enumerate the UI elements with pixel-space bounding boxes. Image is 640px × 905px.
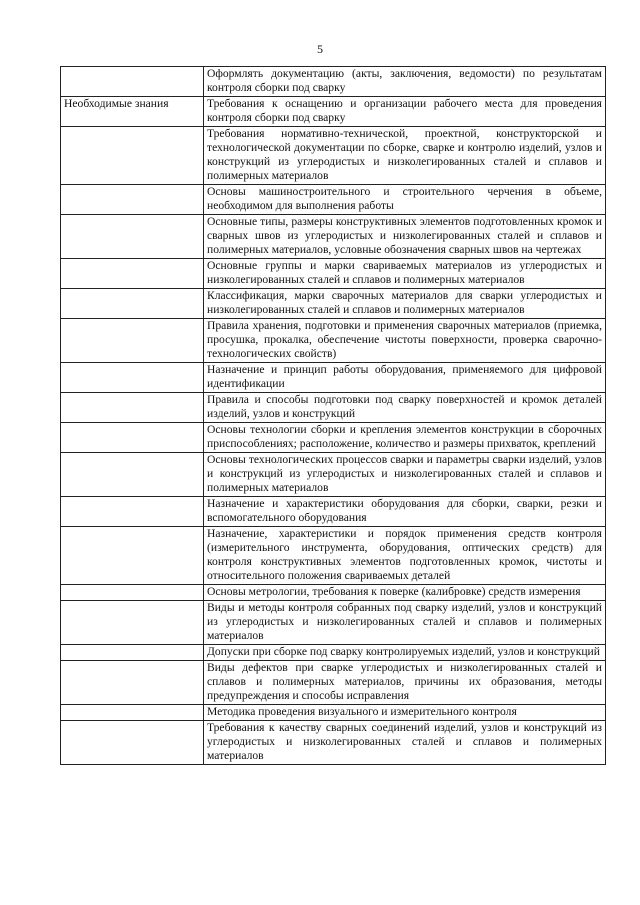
table-row <box>61 185 606 215</box>
table-row <box>61 319 606 363</box>
table-row <box>61 393 606 423</box>
table-row <box>61 721 606 765</box>
category-cell <box>61 363 204 393</box>
category-cell <box>61 215 204 259</box>
category-cell <box>61 319 204 363</box>
requirement-text: Назначение, характеристики и порядок применения средств контроля (измерительного инструмента, оборудования, оптических средств) для контроля конструктивных элементов подготовленных кромок, чистоты и относительного положения свариваемых деталей <box>207 527 602 582</box>
table-row <box>61 497 606 527</box>
requirement-text: Требования нормативно-технической, проектной, конструкторской и технологической документации по сборке, сварке и контролю изделий, узлов и конструкций из углеродистых и низколегированных сталей и сплавов и полимерных материалов <box>207 127 602 182</box>
requirement-cell <box>204 127 606 185</box>
category-cell <box>61 645 204 661</box>
requirement-text: Виды дефектов при сварке углеродистых и низколегированных сталей и сплавов и полимерных материалов, причины их образования, методы предупреждения и способы исправления <box>207 661 602 702</box>
requirement-cell <box>204 67 606 97</box>
requirement-cell <box>204 645 606 661</box>
requirement-text: Основные типы, размеры конструктивных элементов подготовленных кромок и сварных швов из углеродистых и низколегированных сталей и сплавов и полимерных материалов, условные обозначения сварных швов на чертежах <box>207 215 602 256</box>
table-row <box>61 289 606 319</box>
category-cell <box>61 721 204 765</box>
requirement-text: Правила и способы подготовки под сварку поверхностей и кромок деталей изделий, узлов и конструкций <box>207 393 602 420</box>
requirement-text: Основы метрологии, требования к поверке (калибровке) средств измерения <box>207 585 581 598</box>
category-cell <box>61 527 204 585</box>
requirement-cell <box>204 585 606 601</box>
table-row <box>61 453 606 497</box>
category-cell <box>61 705 204 721</box>
table-row <box>61 527 606 585</box>
category-cell <box>61 497 204 527</box>
requirement-cell <box>204 453 606 497</box>
category-cell <box>61 661 204 705</box>
category-cell <box>61 127 204 185</box>
table-row <box>61 423 606 453</box>
requirement-text: Основы технологии сборки и крепления элементов конструкции в сборочных приспособлениях; расположение, количество и размеры прихваток, креплений <box>207 423 602 450</box>
requirement-text: Основные группы и марки свариваемых материалов из углеродистых и низколегированных сталей и сплавов и полимерных материалов <box>207 259 602 286</box>
category-label: Необходимые знания <box>64 97 169 110</box>
requirement-text: Требования к качеству сварных соединений изделий, узлов и конструкций из углеродистых и низколегированных сталей и сплавов и полимерных материалов <box>207 721 602 762</box>
category-cell <box>61 97 204 127</box>
requirement-text: Допуски при сборке под сварку контролируемых изделий, узлов и конструкций <box>207 645 600 658</box>
requirement-text: Оформлять документацию (акты, заключения, ведомости) по результатам контроля сборки под сварку <box>207 67 602 94</box>
table-row <box>61 97 606 127</box>
requirement-text: Основы машиностроительного и строительного черчения в объеме, необходимом для выполнения работы <box>207 185 602 212</box>
category-cell <box>61 585 204 601</box>
requirement-text: Классификация, марки сварочных материалов для сварки углеродистых и низколегированных сталей и сплавов и полимерных материалов <box>207 289 602 316</box>
requirement-cell <box>204 527 606 585</box>
category-cell <box>61 67 204 97</box>
category-cell <box>61 601 204 645</box>
requirement-text: Основы технологических процессов сварки и параметры сварки изделий, узлов и конструкций из углеродистых и низколегированных сталей и сплавов и полимерных материалов <box>207 453 602 494</box>
requirements-table <box>60 66 606 765</box>
category-cell <box>61 289 204 319</box>
table-row <box>61 661 606 705</box>
table-body <box>61 67 606 765</box>
table-row <box>61 645 606 661</box>
requirement-cell <box>204 319 606 363</box>
category-cell <box>61 423 204 453</box>
requirement-cell <box>204 259 606 289</box>
table-row <box>61 215 606 259</box>
category-cell <box>61 259 204 289</box>
category-cell <box>61 393 204 423</box>
requirement-cell <box>204 215 606 259</box>
requirement-cell <box>204 393 606 423</box>
table-row <box>61 705 606 721</box>
requirement-text: Методика проведения визуального и измерительного контроля <box>207 705 517 718</box>
table-row <box>61 363 606 393</box>
table-row <box>61 67 606 97</box>
category-cell <box>61 453 204 497</box>
requirement-cell <box>204 721 606 765</box>
requirement-cell <box>204 97 606 127</box>
table-row <box>61 601 606 645</box>
requirement-text: Назначение и характеристики оборудования для сборки, сварки, резки и вспомогательного оборудования <box>207 497 602 524</box>
requirement-text: Виды и методы контроля собранных под сварку изделий, узлов и конструкций из углеродистых и низколегированных сталей и сплавов и полимерных материалов <box>207 601 602 642</box>
requirement-text: Назначение и принцип работы оборудования, применяемого для цифровой идентификации <box>207 363 602 390</box>
requirement-cell <box>204 705 606 721</box>
requirement-cell <box>204 363 606 393</box>
category-cell <box>61 185 204 215</box>
requirement-cell <box>204 423 606 453</box>
requirement-cell <box>204 601 606 645</box>
requirement-text: Требования к оснащению и организации рабочего места для проведения контроля сборки под сварку <box>207 97 602 124</box>
requirement-cell <box>204 497 606 527</box>
requirement-cell <box>204 185 606 215</box>
page-number: 5 <box>317 42 323 56</box>
requirement-cell <box>204 661 606 705</box>
table-row <box>61 585 606 601</box>
table-row <box>61 259 606 289</box>
requirement-text: Правила хранения, подготовки и применения сварочных материалов (приемка, просушка, прокалка, обеспечение чистоты поверхности, проверка сварочно-технологических свойств) <box>207 319 602 360</box>
table-row <box>61 127 606 185</box>
requirement-cell <box>204 289 606 319</box>
